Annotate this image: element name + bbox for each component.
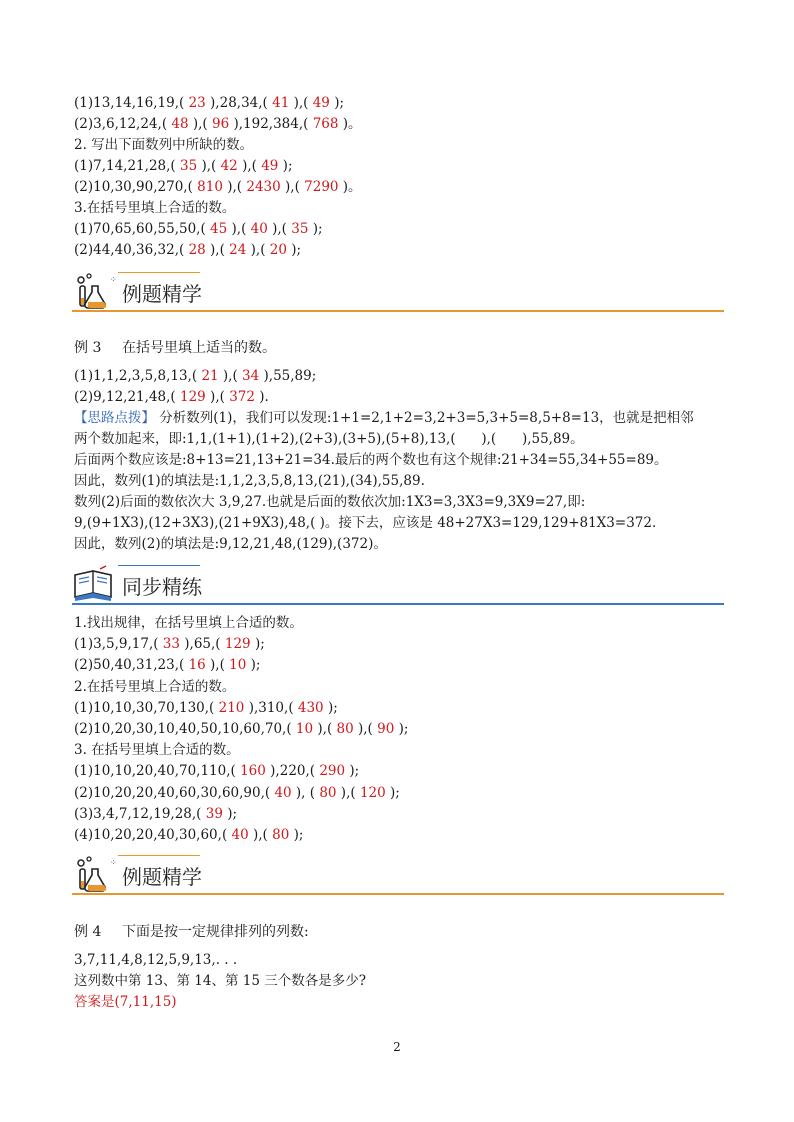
section-heading-example-1 [72,272,724,312]
answer-value: 34 [242,368,260,384]
line-text: 分析数列(1)，我们可以发现:1+1=2,1+2=3,2+3=5,3+5=8,5+8=13，也就是把相邻 [155,410,694,426]
line-text: ); [222,805,238,822]
answer-value: 430 [297,699,324,716]
text-line [74,950,237,970]
answer-value: 20 [269,242,287,258]
line-text: ),( [222,179,247,195]
line-text: ),( [336,784,360,801]
section-divider [72,893,724,895]
line-text: ),( [248,827,273,843]
line-text: ),( [313,721,337,737]
line-text: (1)13,14,16,19,( [74,95,189,111]
line-text: ),310,( [244,699,298,716]
text-line [74,408,694,428]
answer-value: 10 [295,721,314,737]
answer-value: 810 [197,179,223,195]
answer-value: 48 [171,116,189,132]
lab-flask-icon [72,272,116,312]
section-title: 例题精学 [122,865,202,889]
line-text: (1)10,10,20,40,70,110,( [74,763,241,780]
text-line [74,992,177,1012]
line-text: 因此，数列(2)的填法是:9,12,21,48,(129),(372)。 [74,536,387,552]
answer-value: 23 [188,95,206,111]
text-line [74,634,265,654]
answer-value: 160 [240,763,266,780]
section-title: 同步精练 [122,575,202,599]
line-text: (2)3,6,12,24,( [74,116,172,132]
line-text: ); [329,95,345,111]
line-text: (1)7,14,21,28,( [74,158,180,174]
line-text: (2)10,20,30,10,40,50,10,60,70,( [74,721,296,737]
example-label: 例 4 [74,924,102,940]
text-line [74,177,362,197]
line-text: 两个数加起来，即:1,1,(1+1),(1+2),(2+3),(3+5),(5+8),13,( ),( ),55,89。 [74,431,584,447]
line-text: 9,(9+1X3),(12+3X3),(21+9X3),48,( )。接下去，应该是 48+27X3=129,129+81X3=372. [74,515,657,531]
answer-value: 210 [218,699,245,716]
answer-value: 290 [319,763,346,780]
line-text: (4)10,20,20,40,30,60,( [74,827,232,843]
answer-value: 41 [272,95,290,111]
line-text: (2)50,40,31,23,( [74,657,189,674]
page-number: 2 [393,1040,401,1054]
text-line [74,825,303,845]
line-text: 因此，数列(1)的填法是:1,1,2,3,5,8,13,(21),(34),55,89. [74,473,425,489]
line-text: ),( [353,721,378,737]
text-line [74,740,240,760]
text-line [74,971,366,991]
line-text: ); [385,784,400,801]
text-line [74,783,400,803]
line-text: ); [308,221,323,237]
section-divider [72,603,724,605]
answer-value: 33 [162,636,180,653]
line-text: )。 [338,179,362,195]
text-line [74,366,316,386]
example-4-heading [74,921,309,941]
text-line [74,387,269,407]
line-text: ),( [205,657,230,674]
line-text: ),65,( [179,636,225,653]
line-text: ); [289,827,304,843]
line-text: 1.找出规律，在括号里填上合适的数。 [74,615,303,631]
line-text: ); [345,763,360,780]
answer-value: 21 [201,368,219,384]
line-text: ); [323,699,338,716]
svg-text:⁘: ⁘ [110,858,117,867]
line-text: ),( [227,221,251,237]
text-line [74,655,260,675]
answer-value: 42 [220,158,238,174]
line-text: 2.在括号里填上合适的数。 [74,678,236,695]
line-text: ),( [267,221,292,237]
lab-flask-icon [72,855,116,895]
answer-value: 372 [229,389,255,405]
answer-value: 45 [210,221,228,237]
text-line [74,471,425,491]
line-text: ),28,34,( [205,95,273,111]
line-text: ); [250,636,265,653]
text-line [74,719,408,739]
line-text: (2)10,20,20,40,60,30,60,90,( [74,784,275,801]
heading-top-line [118,272,200,273]
line-text: 3.在括号里填上合适的数。 [74,200,236,216]
text-line [74,450,668,470]
answer-value: 16 [188,657,206,674]
answer-value: 129 [179,389,206,405]
answer-value: 40 [250,221,268,237]
line-text: ); [246,657,261,674]
line-text: 3,7,11,4,8,12,5,9,13,. . . [74,952,238,968]
text-line [74,761,359,781]
answer-value: 40 [274,784,292,801]
line-text: ); [286,242,302,258]
text-line [74,240,301,260]
line-text: (3)3,4,7,12,19,28,( [74,805,206,822]
answer-value: 28 [188,242,206,258]
line-text: ),( [188,116,212,132]
example-prompt: 在括号里填上适当的数。 [122,340,276,356]
section-title: 例题精学 [122,282,202,306]
heading-top-line [118,855,200,856]
section-heading-example-2 [72,855,724,895]
line-text: 2. 写出下面数列中所缺的数。 [74,137,254,153]
answer-value: 7290 [304,179,339,195]
line-text: ),( [218,368,243,384]
line-text: 后面两个数应该是:8+13=21,13+21=34.最后的两个数也有这个规律:21+34=55,34+55=89。 [74,452,668,468]
answer-value: 80 [336,721,354,737]
answer-value: 39 [205,805,223,822]
line-text: (2)9,12,21,48,( [74,389,180,405]
line-text: 这列数中第 13、第 14、第 15 三个数各是多少? [74,973,366,989]
answer-value: 24 [229,242,247,258]
text-line [74,219,323,239]
answer-value: 768 [312,116,339,132]
line-text: (1)70,65,60,55,50,( [74,221,211,237]
line-text: 3. 在括号里填上合适的数。 [74,742,240,759]
answer-value: 120 [359,784,386,801]
line-text: ),( [289,95,313,111]
answer-value: 10 [229,657,247,674]
text-line [74,613,303,633]
section-heading-practice [72,565,724,605]
answer-value: 90 [377,721,395,737]
text-line [74,135,253,155]
line-text: ),( [280,179,305,195]
text-line [74,698,338,718]
line-text: ),( [205,242,230,258]
section-divider [72,310,724,312]
answer-value: 答案是(7,11,15) [74,994,177,1010]
line-text: )。 [338,116,362,132]
line-text: ). [254,389,269,405]
line-text: (1)3,5,9,17,( [74,636,163,653]
text-line [74,429,584,449]
line-text: ); [394,721,409,737]
text-line [74,677,235,697]
line-text: ); [278,158,293,174]
text-line [74,198,235,218]
line-text: ),( [237,158,262,174]
example-3-heading [74,337,276,357]
line-text: ),192,384,( [229,116,313,132]
answer-value: 49 [261,158,279,174]
line-text: ),55,89; [259,368,317,384]
line-text: ), ( [291,784,320,801]
line-text: (1)1,1,2,3,5,8,13,( [74,368,202,384]
line-text: (2)10,30,90,270,( [74,179,198,195]
answer-value: 129 [224,636,251,653]
text-line [74,513,656,533]
answer-value: 80 [319,784,337,801]
answer-value: 96 [212,116,230,132]
answer-value: 80 [272,827,290,843]
line-text: (2)44,40,36,32,( [74,242,189,258]
line-text: (1)10,10,30,70,130,( [74,699,219,716]
text-line [74,804,237,824]
heading-top-line [118,565,200,566]
answer-value: 35 [291,221,309,237]
text-line [74,93,344,113]
line-text: ),220,( [265,763,320,780]
open-book-icon [72,565,116,605]
example-prompt: 下面是按一定规律排列的列数: [122,924,309,940]
text-line [74,114,362,134]
answer-value: 49 [312,95,330,111]
example-label: 例 3 [74,340,102,356]
line-text: ),( [246,242,270,258]
line-text: 数列(2)后面的数依次大 3,9,27.也就是后面的数依次加:1X3=3,3X3=9,3X9=27,即: [74,494,586,510]
text-line [74,492,585,512]
hint-label: 【思路点拨】 [74,410,155,426]
svg-text:⁘: ⁘ [110,275,117,284]
text-line [74,156,293,176]
answer-value: 35 [179,158,198,174]
line-text: ),( [205,389,230,405]
answer-value: 40 [231,827,249,843]
text-line [74,534,387,554]
line-text: ),( [197,158,221,174]
answer-value: 2430 [246,179,281,195]
